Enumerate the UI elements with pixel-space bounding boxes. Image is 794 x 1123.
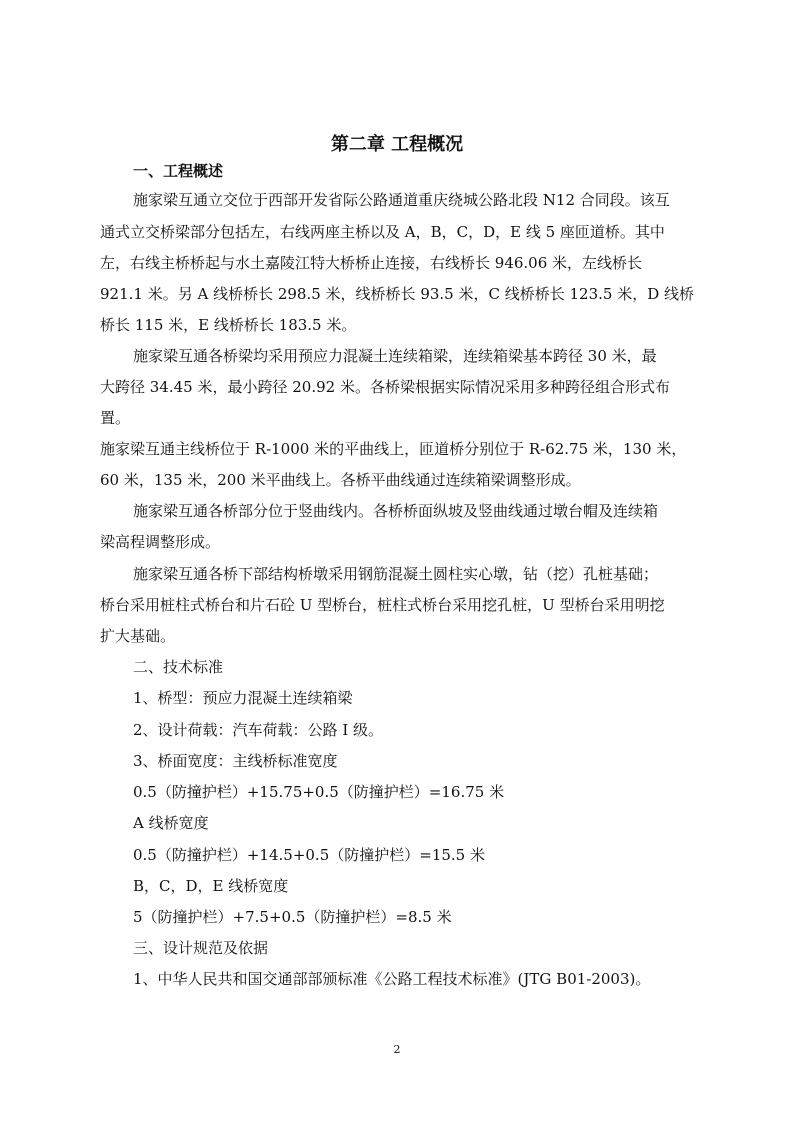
section-heading-overview: 一、工程概述 — [133, 162, 224, 180]
section-heading-specs: 三、设计规范及依据 — [133, 939, 269, 957]
paragraph-line: 左，右线主桥桥起与水土嘉陵江特大桥桥止连接，右线桥长 946.06 米，左线桥长 — [100, 254, 643, 272]
paragraph-line: 921.1 米。另 A 线桥桥长 298.5 米，线桥桥长 93.5 米，C 线桥桥长 123.5 米，D 线桥 — [100, 285, 695, 303]
paragraph-line: 施家梁互通各桥部分位于竖曲线内。各桥桥面纵坡及竖曲线通过墩台帽及连续箱 — [133, 502, 659, 520]
width-label: A 线桥宽度 — [133, 814, 209, 832]
section-heading-standards: 二、技术标准 — [133, 658, 224, 676]
paragraph-line: 施家梁互通各桥下部结构桥墩采用钢筋混凝土圆柱实心墩，钻（挖）孔桩基础； — [133, 565, 659, 583]
reference-item: 1、中华人民共和国交通部部颁标准《公路工程技术标准》(JTG B01-2003)。 — [133, 970, 651, 988]
paragraph-line: 扩大基础。 — [100, 627, 176, 645]
paragraph-line: 桥台采用桩柱式桥台和片石砼 U 型桥台，桩柱式桥台采用挖孔桩，U 型桥台采用明挖 — [100, 596, 665, 614]
paragraph-line: 施家梁互通立交位于西部开发省际公路通道重庆绕城公路北段 N12 合同段。该互 — [133, 191, 670, 209]
standard-item: 3、桥面宽度：主线桥标准宽度 — [133, 752, 338, 770]
width-formula: 0.5（防撞护栏）+15.75+0.5（防撞护栏）=16.75 米 — [133, 783, 505, 801]
width-label: B，C，D，E 线桥宽度 — [133, 877, 289, 895]
paragraph-line: 通式立交桥梁部分包括左，右线两座主桥以及 A，B，C，D，E 线 5 座匝道桥。其中 — [100, 223, 665, 241]
paragraph-line: 施家梁互通各桥梁均采用预应力混凝土连续箱梁，连续箱梁基本跨径 30 米，最 — [133, 347, 657, 365]
paragraph-line: 梁高程调整形成。 — [100, 533, 221, 551]
standard-item: 1、桥型：预应力混凝土连续箱梁 — [133, 689, 353, 707]
paragraph-line: 60 米，135 米，200 米平曲线上。各桥平曲线通过连续箱梁调整形成。 — [100, 471, 581, 489]
paragraph-line: 施家梁互通主线桥位于 R-1000 米的平曲线上，匝道桥分别位于 R-62.75 米，130 米， — [100, 440, 687, 458]
paragraph-line: 置。 — [100, 409, 131, 427]
page-number: 2 — [393, 1043, 401, 1056]
paragraph-line: 桥长 115 米，E 线桥桥长 183.5 米。 — [100, 316, 357, 334]
paragraph-line: 大跨径 34.45 米，最小跨径 20.92 米。各桥梁根据实际情况采用多种跨径组合形式布 — [100, 378, 670, 396]
width-formula: 5（防撞护栏）+7.5+0.5（防撞护栏）=8.5 米 — [133, 908, 452, 926]
standard-item: 2、设计荷载：汽车荷载：公路 I 级。 — [133, 721, 384, 739]
width-formula: 0.5（防撞护栏）+14.5+0.5（防撞护栏）=15.5 米 — [133, 846, 485, 864]
chapter-title: 第二章 工程概况 — [330, 134, 464, 155]
